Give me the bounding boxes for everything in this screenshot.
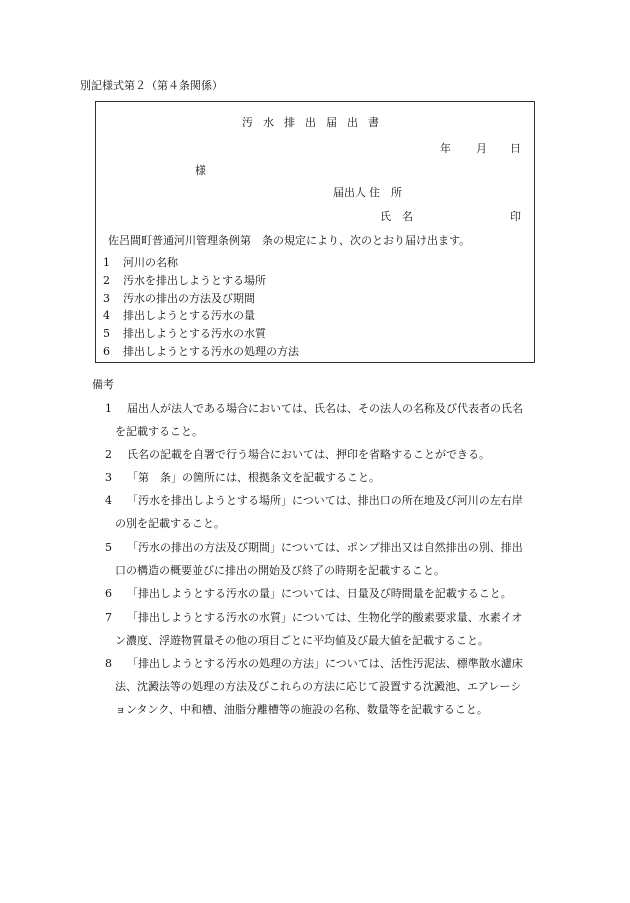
note-number: 3 [105,471,112,484]
note-line: 法、沈澱法等の処理の方法及びこれらの方法に応じて設置する沈澱池、エアレーシ [115,680,522,693]
note-line: 「排出しようとする汚水の量」については、日量及び時間量を記載すること。 [127,587,512,600]
note-item [105,582,512,605]
note-number: 8 [105,657,112,670]
form-item-text: 排出しようとする汚水の処理の方法 [123,345,299,358]
statement-text: 佐呂間町普通河川管理条例第 条の規定により、次のとおり届け出ます。 [108,234,471,247]
note-item [105,536,523,582]
note-line: 「汚水の排出の方法及び期間」については、ポンプ排出又は自然排出の別、排出 [127,541,523,554]
date-month-label: 月 [476,142,487,155]
form-item [103,290,255,306]
note-item [105,489,523,535]
note-line: ョンタンク、中和槽、油脂分離槽等の施設の名称、数量等を記載すること。 [115,703,488,716]
note-number: 4 [105,494,112,507]
note-item [105,466,380,489]
note-line: 「第 条」の箇所には、根拠条文を記載すること。 [127,471,380,484]
form-item-number: 6 [103,345,110,358]
name-label: 氏 名 [380,210,413,223]
note-number: 7 [105,611,112,624]
note-number: 6 [105,587,112,600]
form-item-text: 排出しようとする汚水の水質 [123,327,266,340]
notes-heading: 備考 [92,378,114,391]
form-item-number: 3 [103,292,110,305]
note-line: 届出人が法人である場合においては、氏名は、その法人の名称及び代表者の氏名 [127,402,523,415]
note-line: ン濃度、浮遊物質量その他の項目ごとに平均値及び最大値を記載すること。 [115,634,489,647]
form-item-number: 2 [103,274,110,287]
applicant-label: 届出人 [333,186,366,199]
date-day-label: 日 [510,142,521,155]
note-line: の別を記載すること。 [115,517,225,530]
form-item-text: 汚水の排出の方法及び期間 [123,292,255,305]
note-item [105,606,522,652]
note-line: 「排出しようとする汚水の処理の方法」については、活性汚泥法、標準散水濾床 [127,657,523,670]
note-item [105,397,523,443]
note-item [105,652,523,721]
form-item [103,343,299,359]
date-year-label: 年 [440,142,451,155]
note-line: 「汚水を排出しようとする場所」については、排出口の所在地及び河川の左右岸 [127,494,523,507]
note-line: 氏名の記載を自署で行う場合においては、押印を省略することができる。 [127,448,490,461]
note-line: 「排出しようとする汚水の水質」については、生物化学的酸素要求量、水素イオ [127,611,523,624]
form-item-number: 4 [103,309,110,322]
note-line: を記載すること。 [115,425,203,438]
note-number: 1 [105,402,112,415]
form-item [103,272,266,288]
form-item [103,325,266,341]
seal-mark: 印 [510,210,521,223]
form-item-number: 5 [103,327,110,340]
addressee-suffix: 様 [195,164,206,177]
form-item [103,254,178,270]
note-line: 口の構造の概要並びに排出の開始及び終了の時期を記載すること。 [115,564,445,577]
form-item-text: 河川の名称 [123,256,178,269]
note-number: 2 [105,448,112,461]
note-number: 5 [105,541,112,554]
form-item-number: 1 [103,256,110,269]
address-label: 住 所 [369,186,402,199]
note-item [105,443,490,466]
form-number-label: 別記様式第２（第４条関係） [80,79,223,92]
form-item-text: 排出しようとする汚水の量 [123,309,255,322]
form-title: 汚水排出届出書 [242,116,389,129]
form-item-text: 汚水を排出しようとする場所 [123,274,266,287]
form-item [103,307,255,323]
